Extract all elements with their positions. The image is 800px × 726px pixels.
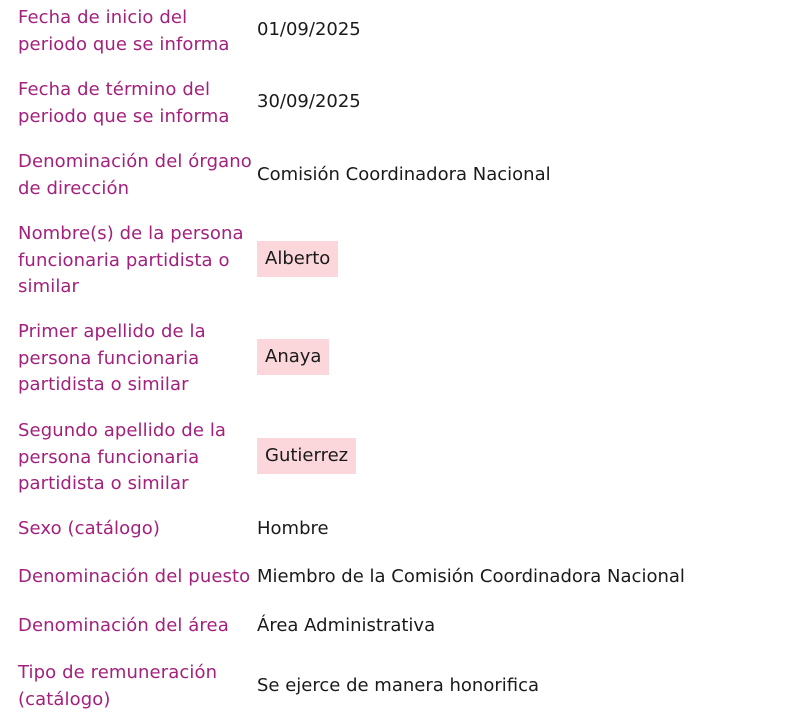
- field-value: 01/09/2025: [257, 19, 361, 40]
- highlighted-value: Alberto: [257, 241, 338, 277]
- field-value: 30/09/2025: [257, 91, 361, 112]
- field-value: Miembro de la Comisión Coordinadora Nacional: [257, 566, 685, 587]
- field-value-highlighted: [257, 438, 356, 474]
- field-label: Denominación del puesto: [18, 566, 251, 587]
- field-value-highlighted: [257, 241, 338, 277]
- highlighted-value: Gutierrez: [257, 438, 356, 474]
- field-label: Fecha de término del periodo que se informa: [18, 79, 230, 127]
- field-label: Segundo apellido de la persona funcionaria partidista o similar: [18, 420, 227, 494]
- field-label: Sexo (catálogo): [18, 518, 161, 539]
- field-value: Hombre: [257, 518, 329, 539]
- field-label: Nombre(s) de la persona funcionaria partidista o similar: [18, 223, 244, 297]
- field-label: Denominación del órgano de dirección: [18, 151, 252, 199]
- field-value-highlighted: [257, 339, 329, 375]
- highlighted-value: Anaya: [257, 339, 329, 375]
- field-label: Primer apellido de la persona funcionaria partidista o similar: [18, 321, 206, 395]
- field-value: Área Administrativa: [257, 615, 436, 636]
- field-label: Tipo de remuneración (catálogo): [18, 662, 218, 710]
- field-value: Comisión Coordinadora Nacional: [257, 164, 551, 185]
- field-label: Denominación del área: [18, 615, 229, 636]
- field-label: Fecha de inicio del periodo que se informa: [18, 7, 230, 55]
- field-value: Se ejerce de manera honorifica: [257, 675, 539, 696]
